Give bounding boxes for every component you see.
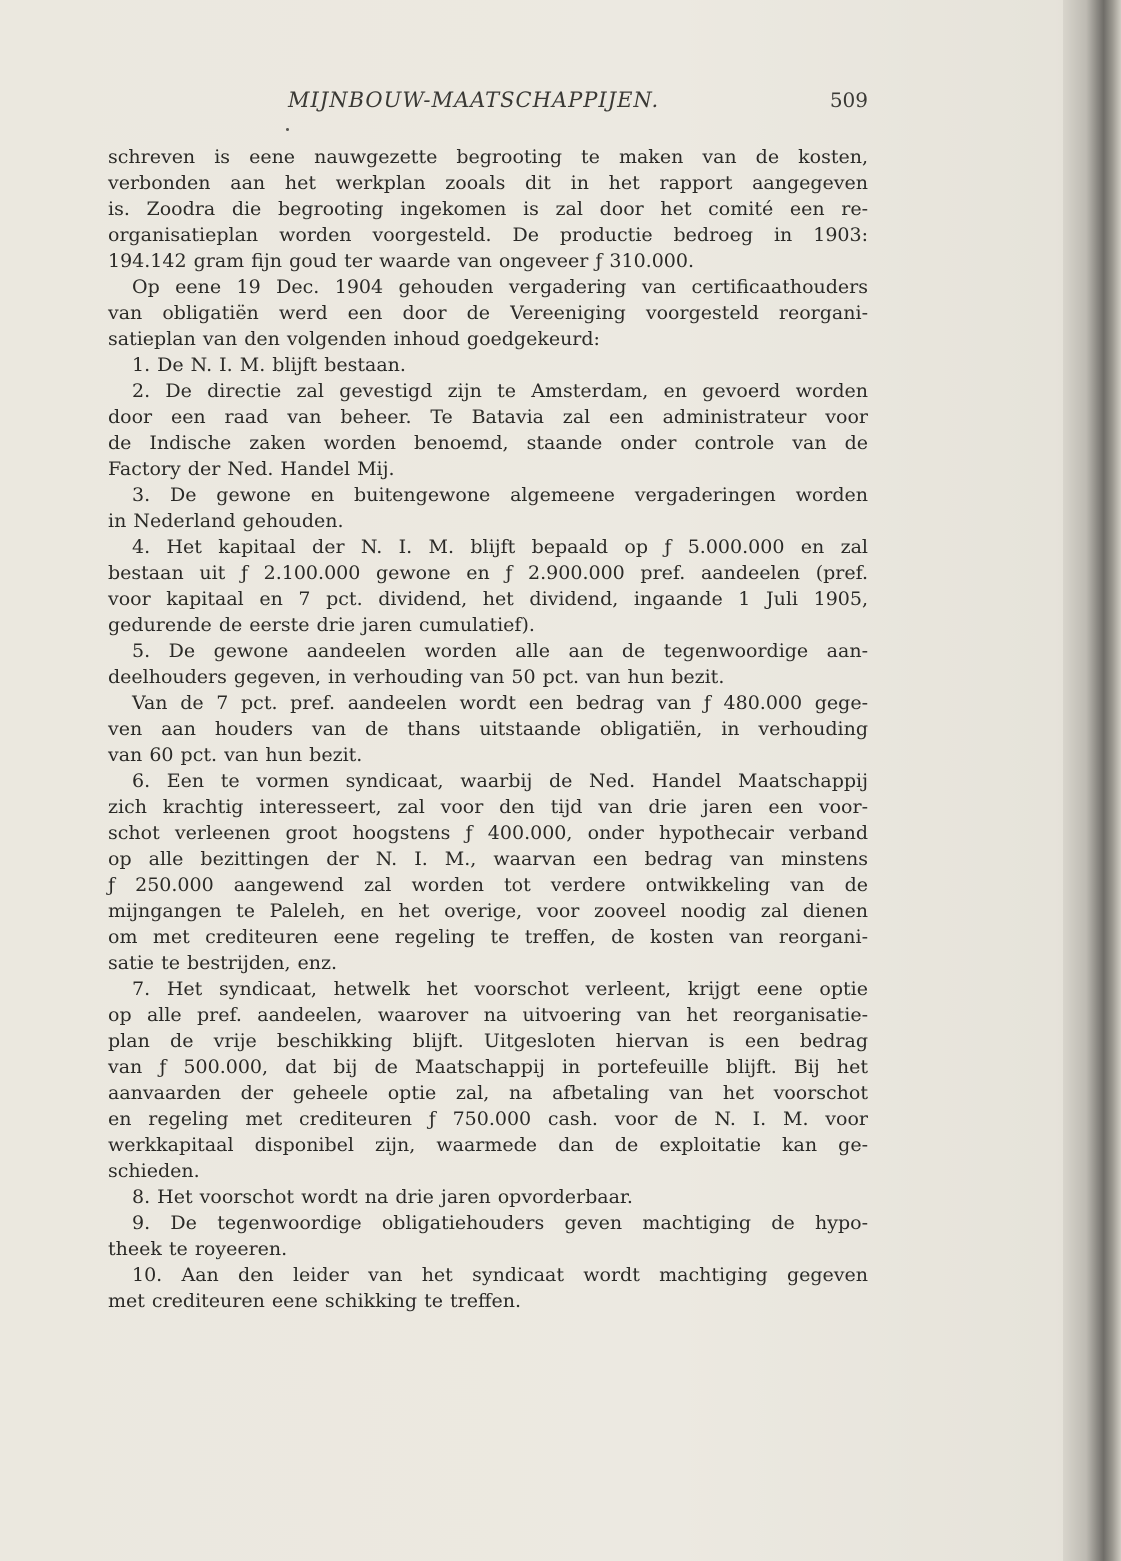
body-text [108, 144, 868, 1314]
paragraph [108, 976, 868, 1184]
text-line: ƒ 250.000 aangewend zal worden tot verdere ontwikkeling van de [108, 874, 868, 896]
text-line: deelhouders gegeven, in verhouding van 50 pct. van hun bezit. [108, 666, 725, 688]
text-line: 194.142 gram fijn goud ter waarde van ongeveer ƒ 310.000. [108, 250, 695, 272]
text-line: 4. Het kapitaal der N. I. M. blijft bepaald op ƒ 5.000.000 en zal [132, 536, 868, 558]
paragraph [108, 690, 868, 768]
text-line: 1. De N. I. M. blijft bestaan. [132, 354, 406, 376]
text-line: 10. Aan den leider van het syndicaat wordt machtiging gegeven [132, 1264, 868, 1286]
page-number: 509 [829, 88, 868, 112]
text-line: werkkapitaal disponibel zijn, waarmede dan de exploitatie kan ge- [108, 1134, 868, 1156]
text-line: 6. Een te vormen syndicaat, waarbij de Ned. Handel Maatschappij [132, 770, 868, 792]
text-line: in Nederland gehouden. [108, 510, 344, 532]
text-line: van ƒ 500.000, dat bij de Maatschappij in portefeuille blijft. Bij het [108, 1056, 868, 1078]
paragraph [108, 352, 868, 378]
page-header [108, 88, 868, 118]
paragraph [108, 378, 868, 482]
text-line: theek te royeeren. [108, 1238, 288, 1260]
text-line: om met crediteuren eene regeling te treffen, de kosten van reorgani- [108, 926, 868, 948]
text-line: 2. De directie zal gevestigd zijn te Amsterdam, en gevoerd worden [132, 380, 868, 402]
paragraph [108, 534, 868, 638]
text-line: 5. De gewone aandeelen worden alle aan de tegenwoordige aan- [132, 640, 868, 662]
text-line: Van de 7 pct. pref. aandeelen wordt een bedrag van ƒ 480.000 gege- [132, 692, 868, 714]
paragraph [108, 1262, 868, 1314]
text-line: van obligatiën werd een door de Vereeniging voorgesteld reorgani- [108, 302, 868, 324]
text-line: organisatieplan worden voorgesteld. De productie bedroeg in 1903: [108, 224, 868, 246]
running-title: MIJNBOUW-MAATSCHAPPIJEN. [288, 88, 660, 112]
text-line: verbonden aan het werkplan zooals dit in het rapport aangegeven [108, 172, 868, 194]
paragraph [108, 638, 868, 690]
text-line: schreven is eene nauwgezette begrooting te maken van de kosten, [108, 146, 868, 168]
text-line: bestaan uit ƒ 2.100.000 gewone en ƒ 2.900.000 pref. aandeelen (pref. [108, 562, 868, 584]
text-line: Factory der Ned. Handel Mij. [108, 458, 395, 480]
text-line: mijngangen te Paleleh, en het overige, voor zooveel noodig zal dienen [108, 900, 868, 922]
paragraph [108, 144, 868, 274]
text-line: schieden. [108, 1160, 200, 1182]
text-line: 3. De gewone en buitengewone algemeene vergaderingen worden [132, 484, 868, 506]
print-speck [286, 128, 289, 131]
text-line: en regeling met crediteuren ƒ 750.000 cash. voor de N. I. M. voor [108, 1108, 868, 1130]
text-line: door een raad van beheer. Te Batavia zal een administrateur voor [108, 406, 868, 428]
text-line: op alle bezittingen der N. I. M., waarvan een bedrag van minstens [108, 848, 868, 870]
text-line: is. Zoodra die begrooting ingekomen is zal door het comité een re- [108, 198, 868, 220]
text-line: op alle pref. aandeelen, waarover na uitvoering van het reorganisatie- [108, 1004, 868, 1026]
text-line: gedurende de eerste drie jaren cumulatief). [108, 614, 535, 636]
text-line: 7. Het syndicaat, hetwelk het voorschot verleent, krijgt eene optie [132, 978, 868, 1000]
text-line: ven aan houders van de thans uitstaande obligatiën, in verhouding [108, 718, 868, 740]
text-line: 9. De tegenwoordige obligatiehouders geven machtiging de hypo- [132, 1212, 868, 1234]
text-line: met crediteuren eene schikking te treffen. [108, 1290, 522, 1312]
paragraph [108, 482, 868, 534]
text-line: zich krachtig interesseert, zal voor den tijd van drie jaren een voor- [108, 796, 868, 818]
text-line: satieplan van den volgenden inhoud goedgekeurd: [108, 328, 600, 350]
text-line: plan de vrije beschikking blijft. Uitgesloten hiervan is een bedrag [108, 1030, 868, 1052]
paragraph [108, 274, 868, 352]
text-line: satie te bestrijden, enz. [108, 952, 338, 974]
paragraph [108, 1210, 868, 1262]
text-line: schot verleenen groot hoogstens ƒ 400.000, onder hypothecair verband [108, 822, 868, 844]
text-line: aanvaarden der geheele optie zal, na afbetaling van het voorschot [108, 1082, 868, 1104]
text-line: de Indische zaken worden benoemd, staande onder controle van de [108, 432, 868, 454]
text-line: van 60 pct. van hun bezit. [108, 744, 363, 766]
book-binding-edge [1063, 0, 1121, 1561]
text-line: voor kapitaal en 7 pct. dividend, het dividend, ingaande 1 Juli 1905, [108, 588, 868, 610]
paragraph [108, 768, 868, 976]
text-line: 8. Het voorschot wordt na drie jaren opvorderbaar. [132, 1186, 633, 1208]
paragraph [108, 1184, 868, 1210]
text-line: Op eene 19 Dec. 1904 gehouden vergadering van certificaathouders [132, 276, 868, 298]
